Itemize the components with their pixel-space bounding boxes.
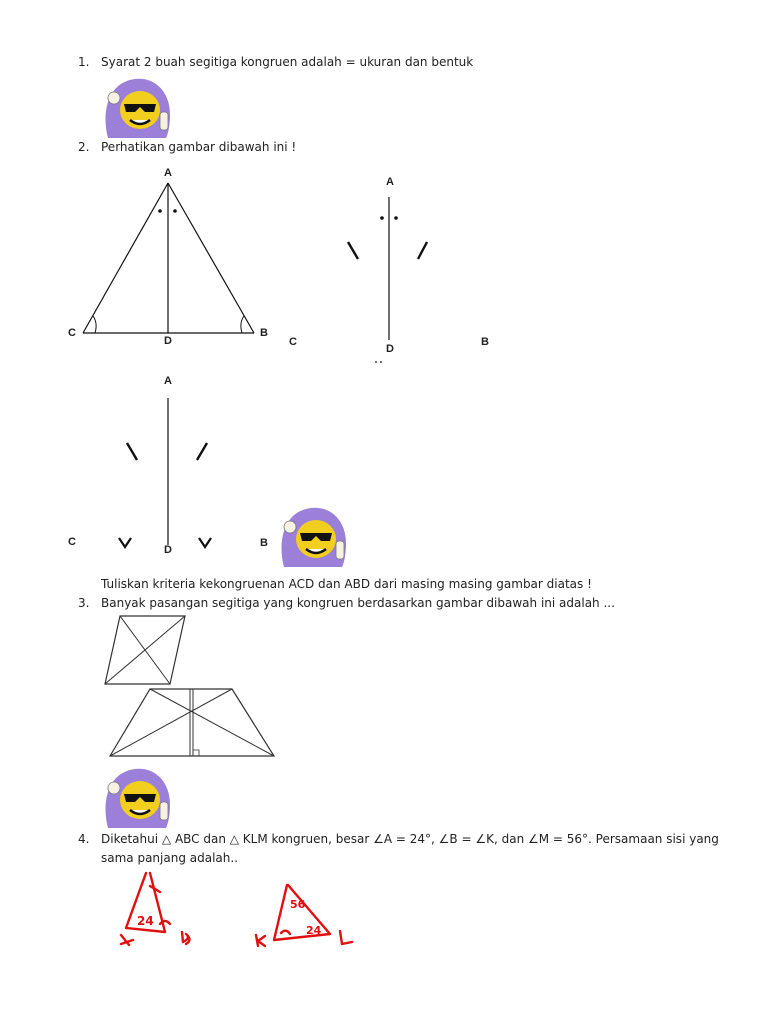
figure1-label-b: B xyxy=(260,327,268,339)
figure1-label-d: D xyxy=(164,335,172,347)
figure3-label-c: C xyxy=(68,536,76,548)
handwritten-angle-a: 24 xyxy=(137,914,154,928)
figure1-label-c: C xyxy=(68,327,76,339)
figure2-label-c: C xyxy=(289,336,297,348)
question-2-instruction: Tuliskan kriteria kekongruenan ACD dan ABD dari masing masing gambar diatas ! xyxy=(101,577,592,591)
question-3-text: Banyak pasangan segitiga yang kongruen berdasarkan gambar dibawah ini adalah ... xyxy=(101,596,615,610)
question-2-number: 2. xyxy=(78,140,90,154)
figure3-label-d: D xyxy=(164,544,172,556)
figure3-label-a: A xyxy=(164,375,172,387)
handwritten-angle-m: 56 xyxy=(290,898,306,911)
question-3-number: 3. xyxy=(78,596,90,610)
figure2-label-a: A xyxy=(386,176,394,188)
question-4-number: 4. xyxy=(78,832,90,846)
question-4-text-continued: sama panjang adalah.. xyxy=(101,851,239,865)
figure2-label-b: B xyxy=(481,336,489,348)
figure2-label-d: D xyxy=(386,343,394,355)
figure3-label-b: B xyxy=(260,537,268,549)
question-4-text: Diketahui △ ABC dan △ KLM kongruen, besar ∠A = 24°, ∠B = ∠K, dan ∠M = 56°. Persamaan sisi yang xyxy=(101,832,719,846)
question-2-text: Perhatikan gambar dibawah ini ! xyxy=(101,140,297,154)
question-1-text: Syarat 2 buah segitiga kongruen adalah = ukuran dan bentuk xyxy=(101,55,474,69)
question-1-number: 1. xyxy=(78,55,90,69)
figure1-label-a: A xyxy=(164,167,172,179)
handwritten-angle-a-copy: 24 xyxy=(306,924,322,937)
